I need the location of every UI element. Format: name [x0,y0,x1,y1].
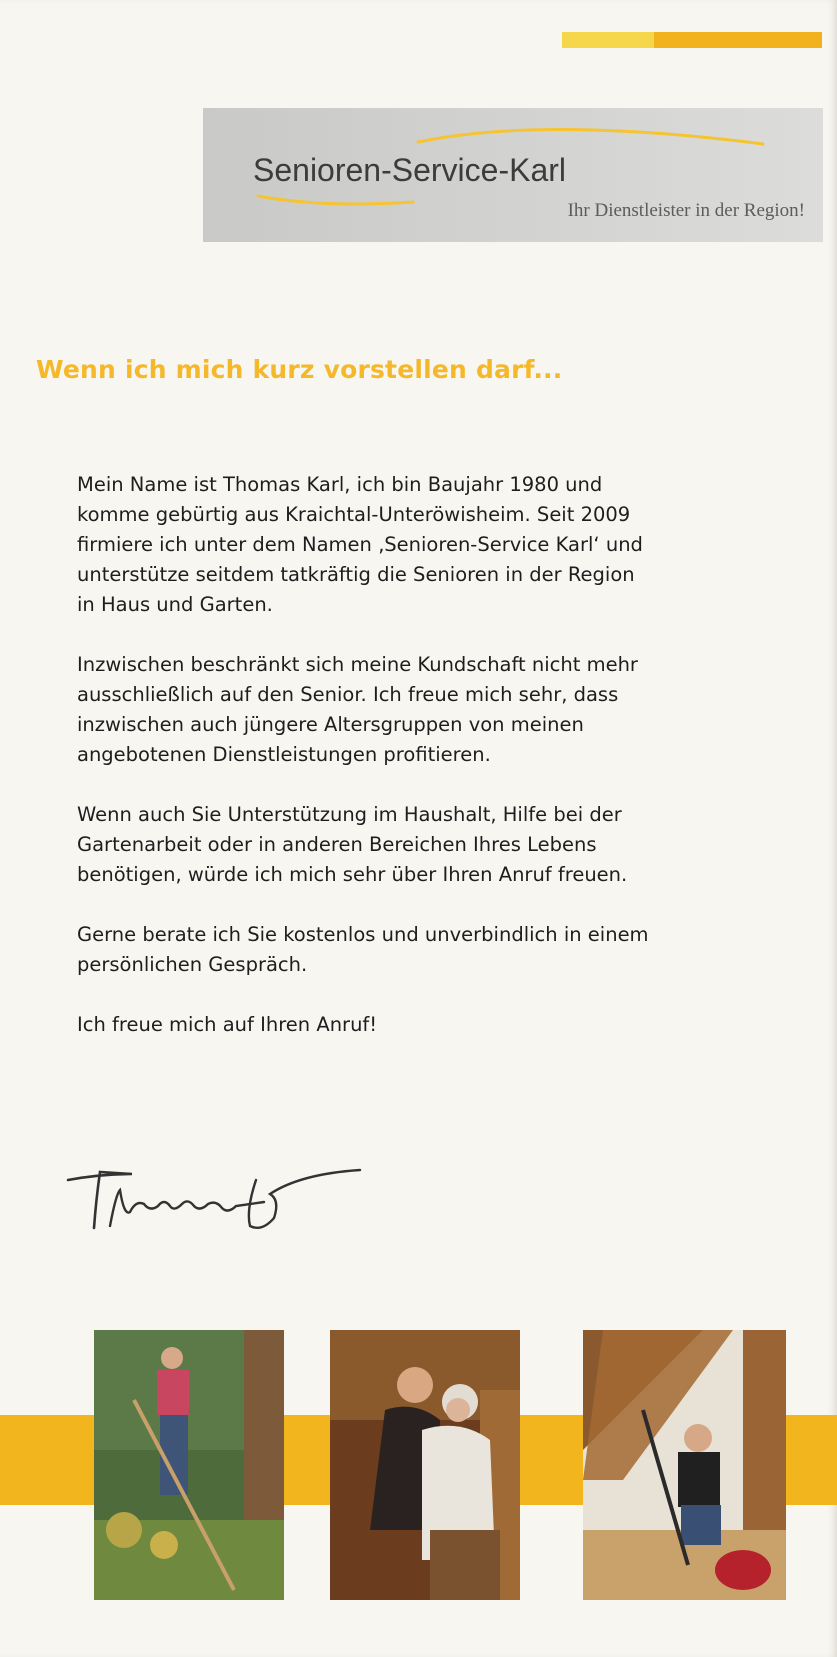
paragraph-services: Wenn auch Sie Unterstützung im Haushalt, Hilfe bei der Gartenarbeit oder in anderen Bereichen Ihres Lebens benötigen, würde ich mich sehr über Ihren Anruf freuen. [77,803,628,886]
top-accent-bar [562,32,822,48]
photo-senior-embrace [330,1330,520,1600]
senior-embrace-photo-icon [330,1330,520,1600]
photo-gardening [94,1330,284,1600]
paragraph-closing: Ich freue mich auf Ihren Anruf! [77,1013,378,1036]
logo-title: Senioren-Service-Karl [253,152,567,188]
paragraph-consultation: Gerne berate ich Sie kostenlos und unverbindlich in einem persönlichen Gespräch. [77,923,649,976]
photo-vacuuming [583,1330,786,1600]
gardening-photo-icon [94,1330,284,1600]
signature-icon [60,1160,380,1240]
paragraph-about: Mein Name ist Thomas Karl, ich bin Baujahr 1980 und komme gebürtig aus Kraichtal-Unteröwisheim. Seit 2009 firmiere ich unter dem Namen ‚Senioren-Service Karl‘ und unterstütze seitdem tatkräftig die Senioren in der Region in Haus und Garten. [77,473,643,616]
logo-tagline: Ihr Dienstleister in der Region! [567,200,805,221]
paragraph-customers: Inzwischen beschränkt sich meine Kundschaft nicht mehr ausschließlich auf den Senior. Ich freue mich sehr, dass inzwischen auch jüngere Altersgruppen von meinen angebotenen Dienstleistungen profitieren. [77,653,638,766]
vacuuming-photo-icon [583,1330,786,1600]
accent-segment-dark [654,32,822,48]
logo-banner [203,108,823,242]
intro-text [77,470,797,1070]
intro-headline: Wenn ich mich kurz vorstellen darf... [36,355,563,384]
accent-segment-light [562,32,654,48]
